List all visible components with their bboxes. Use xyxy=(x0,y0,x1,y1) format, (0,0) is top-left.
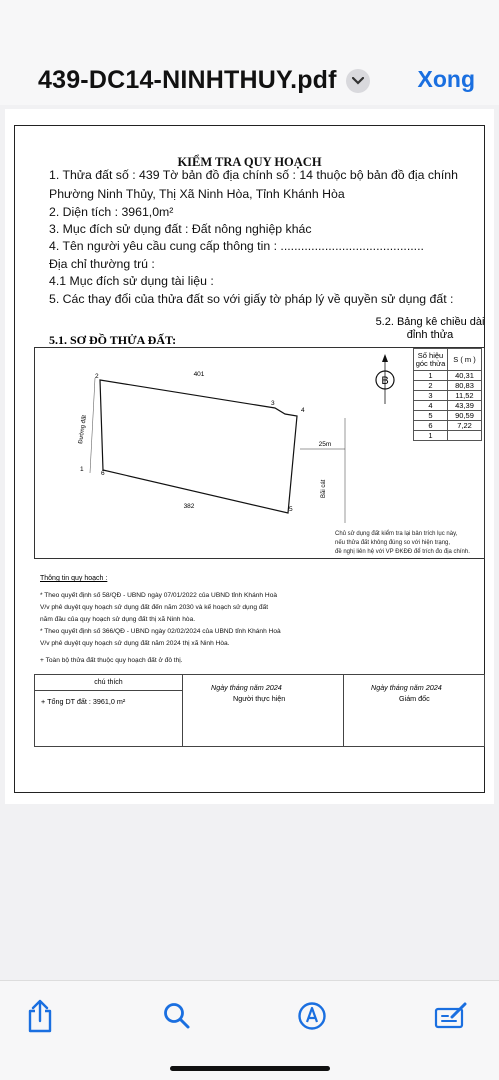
title-group[interactable] xyxy=(38,66,370,95)
cell-len: 43,39 xyxy=(448,401,482,411)
table-row xyxy=(414,421,482,431)
done-button[interactable]: Xong xyxy=(417,66,475,92)
document-title[interactable]: 439-DC14-NINHTHUY.pdf xyxy=(38,66,337,94)
cell-id: 5 xyxy=(414,411,448,421)
table-row xyxy=(414,391,482,401)
planning-info-line: * Theo quyết định số 58/QĐ - UBND ngày 07/01/2022 của UBND tỉnh Khánh Hoà xyxy=(40,592,278,599)
top-length-label: 401 xyxy=(193,371,205,378)
info-line-1: 1. Thửa đất số : 439 Tờ bản đồ địa chính số : 14 thuộc bộ bản đồ địa chính xyxy=(49,168,458,182)
search-icon[interactable] xyxy=(157,996,197,1036)
road-width-label: 25m xyxy=(318,441,332,448)
legend-head: chú thích xyxy=(35,675,183,691)
cell-len: 90,59 xyxy=(448,411,482,421)
table-row xyxy=(414,381,482,391)
total-area: + Tổng DT đất : 3961,0 m² xyxy=(41,697,126,706)
markup-icon[interactable] xyxy=(292,996,332,1036)
road-left-label: Đường đất xyxy=(78,414,89,445)
home-indicator xyxy=(170,1066,330,1071)
legend-col-2 xyxy=(183,675,344,747)
section-5-2-title xyxy=(375,316,485,342)
planning-info-heading: Thông tin quy hoạch : xyxy=(40,575,108,582)
cell-len: 40,31 xyxy=(448,371,482,381)
legend-col-1 xyxy=(35,691,183,747)
planning-info-line: V/v phê duyệt quy hoạch sử dụng đất năm 2024 thị xã Ninh Hòa. xyxy=(40,640,230,647)
info-line-7: 4.1 Mục đích sử dụng tài liệu : xyxy=(49,274,214,288)
bottom-toolbar xyxy=(0,980,499,1080)
cell-id: 2 xyxy=(414,381,448,391)
section-5-2-line2: đỉnh thửa xyxy=(406,329,454,341)
director-label: Giám đốc xyxy=(399,694,430,703)
planning-info-line: V/v phê duyệt quy hoạch sử dụng đất đến năm 2030 và kế hoạch sử dụng đất xyxy=(40,604,269,611)
table-row xyxy=(414,411,482,421)
annotate-icon[interactable] xyxy=(431,996,471,1036)
vertex-4-label: 4 xyxy=(301,407,305,414)
info-line-5: 4. Tên người yêu cầu cung cấp thông tin : .......................................... xyxy=(49,239,424,253)
info-line-3: 2. Diện tích : 3961,0m² xyxy=(49,205,174,219)
cell-len: 11,52 xyxy=(448,391,482,401)
chevron-down-icon[interactable] xyxy=(346,69,370,93)
legend-signature-box xyxy=(34,674,485,747)
page-frame xyxy=(14,125,485,793)
info-line-4: 3. Mục đích sử dụng đất : Đất nông nghiệp khác xyxy=(49,222,312,236)
cell-id: 1 xyxy=(414,371,448,381)
cell-len xyxy=(448,431,482,441)
vertex-1-label: 1 xyxy=(80,466,84,473)
performer-label: Người thực hiện xyxy=(233,694,286,703)
planning-info-line: + Toàn bộ thửa đất thuộc quy hoạch đất ở đô thị. xyxy=(40,657,183,664)
bottom-length-label: 382 xyxy=(183,503,195,510)
pdf-page[interactable] xyxy=(5,109,494,804)
north-label: B xyxy=(381,375,389,387)
planning-info-line: năm đầu của quy hoạch sử dụng đất thị xã Ninh hòa. xyxy=(40,616,196,623)
date-director: Ngày tháng năm 2024 xyxy=(371,683,442,692)
cell-id: 6 xyxy=(414,421,448,431)
cell-len: 7,22 xyxy=(448,421,482,431)
navigation-bar xyxy=(0,0,499,105)
vertex-length-table xyxy=(413,348,482,441)
cell-id: 4 xyxy=(414,401,448,411)
road-right-label: Bãi cát xyxy=(321,479,327,498)
verification-note xyxy=(335,530,470,557)
vertex-2-label: 2 xyxy=(95,373,99,380)
vertex-6-label: 6 xyxy=(101,470,105,477)
info-line-2: Phường Ninh Thủy, Thị Xã Ninh Hòa, Tỉnh Khánh Hòa xyxy=(49,187,345,201)
table-row xyxy=(414,401,482,411)
planning-info-line: * Theo quyết định số 366/QĐ - UBND ngày 02/02/2024 của UBND tỉnh Khánh Hoà xyxy=(40,628,281,635)
road-edge-left xyxy=(90,378,95,473)
section-5-1-title: 5.1. SƠ ĐỒ THỬA ĐẤT: xyxy=(49,333,177,347)
vertex-5-label: 5 xyxy=(289,506,293,513)
table-head-id: Số hiệu góc thửa xyxy=(414,349,448,371)
date-performer: Ngày tháng năm 2024 xyxy=(211,683,282,692)
note-line: đề nghị liên hệ với VP ĐKĐĐ để trích đo địa chính. xyxy=(335,549,470,555)
cell-id: 1 xyxy=(414,431,448,441)
note-line: nếu thửa đất không đúng so với hiện trạng, xyxy=(335,540,451,546)
cell-id: 3 xyxy=(414,391,448,401)
sheet-heading: KIỂM TRA QUY HOẠCH xyxy=(177,155,322,169)
note-line: Chủ sử dụng đất kiểm tra lại bản trích lục này, xyxy=(335,531,458,537)
info-line-6: Địa chỉ thường trú : xyxy=(49,257,155,271)
table-row xyxy=(414,431,482,441)
section-5-2-line1: 5.2. Bảng kê chiều dài xyxy=(375,316,485,328)
info-line-8: 5. Các thay đổi của thửa đất so với giấy tờ pháp lý về quyền sử dụng đất : xyxy=(49,292,454,306)
north-arrow xyxy=(382,354,388,362)
vertex-3-label: 3 xyxy=(271,400,275,407)
parcel-outline xyxy=(100,380,297,513)
table-row xyxy=(414,371,482,381)
table-head-len: S ( m ) xyxy=(448,349,482,371)
cell-len: 80,83 xyxy=(448,381,482,391)
share-icon[interactable] xyxy=(20,996,60,1036)
